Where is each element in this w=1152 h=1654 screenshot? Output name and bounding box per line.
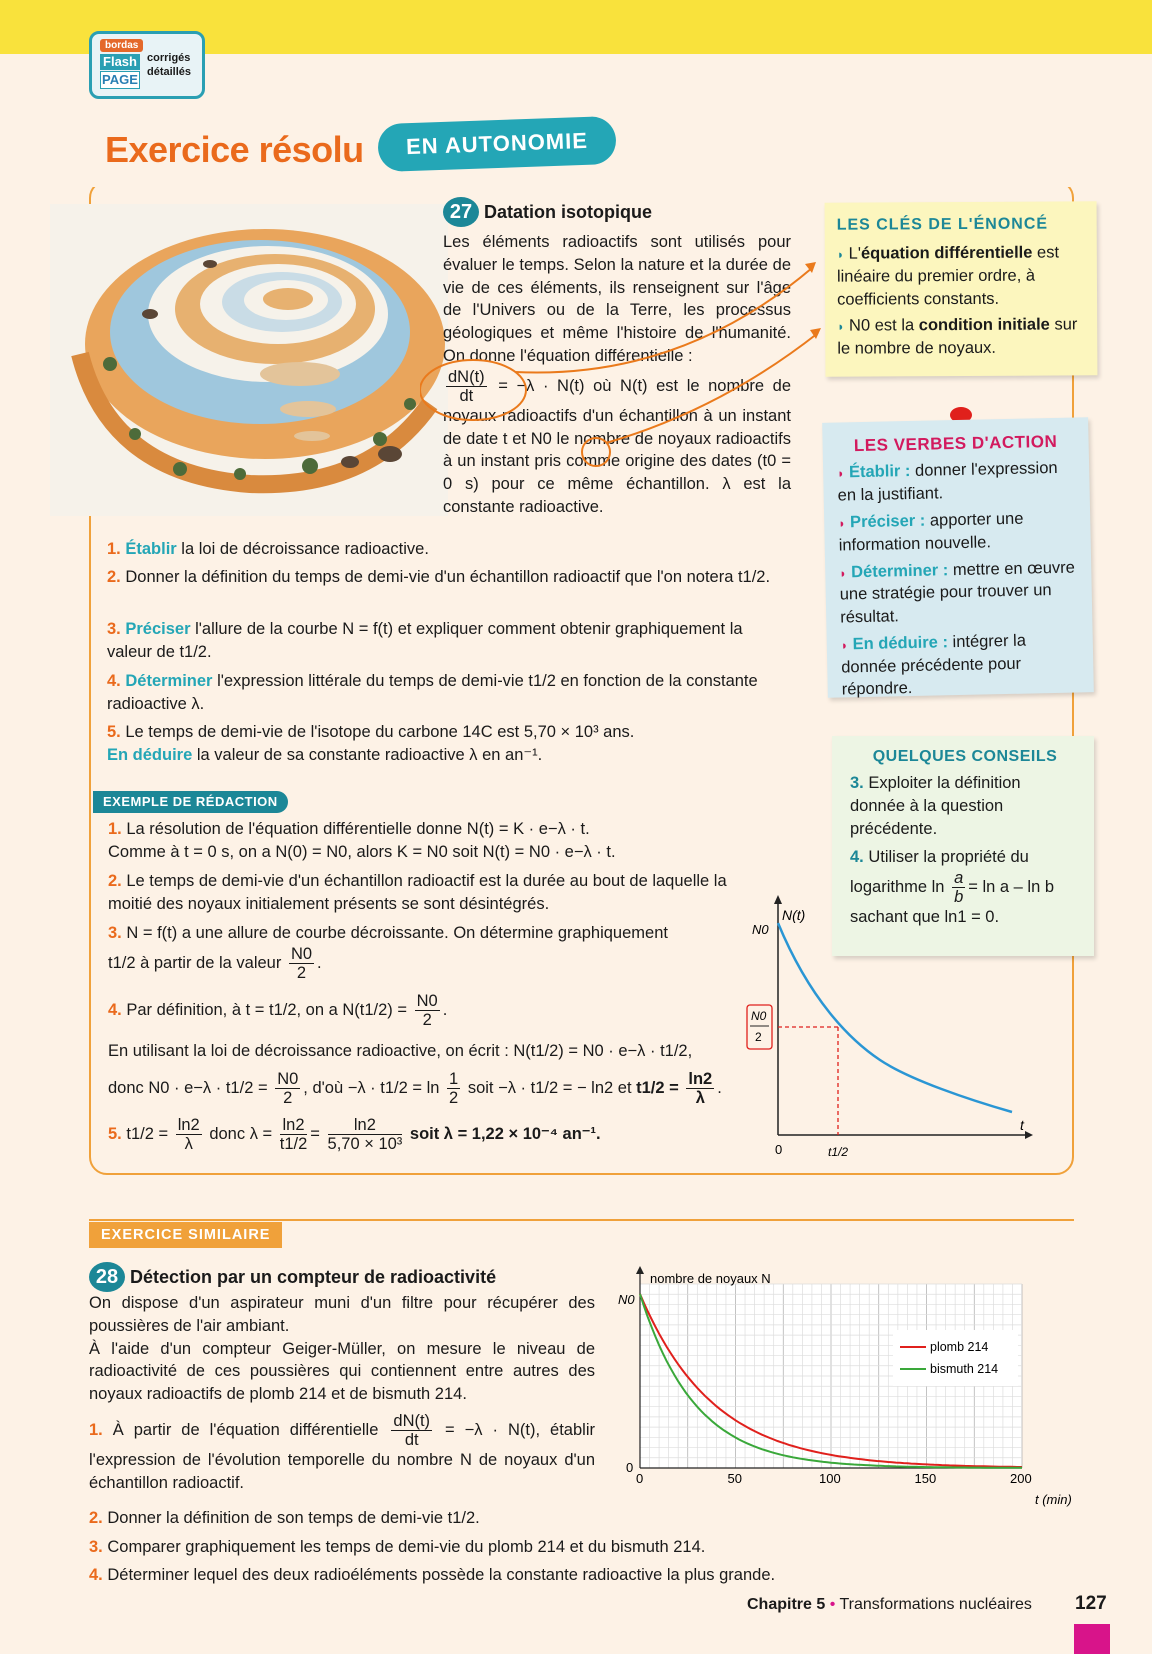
- solution-2: 2. Le temps de demi-vie d'un échantillon radioactif est la durée au bout de laquelle la moitié des noyaux initialement présents se sont désintégrés.: [108, 872, 727, 913]
- tips-note: QUELQUES CONSEILS 3. Exploiter la définition donnée à la question précédente. 4. Utiliser la propriété du logarithme ln $\frac{a}{b}$ = ln a – ln b sachant que ln1 = 0.: [832, 736, 1094, 956]
- corrections-caption: corrigés détaillés: [147, 52, 192, 78]
- question-1: 1. Établir la loi de décroissance radioactive.: [107, 540, 429, 558]
- similar-question-3: 3. Comparer graphiquement les temps de demi-vie du plomb 214 et du bismuth 214.: [89, 1538, 706, 1556]
- chart-y-bottom-label: 0: [626, 1460, 634, 1475]
- solution-4: 4. Par définition, à t = t1/2, on a N(t1/2) = $\frac{N0}{2}$ .: [108, 992, 448, 1030]
- svg-text:N0: N0: [751, 1009, 767, 1023]
- svg-text:2: 2: [755, 1030, 762, 1044]
- exercise-27-heading: [443, 197, 652, 227]
- exercise-title: Datation isotopique: [484, 202, 652, 222]
- chart-title: nombre de noyaux N: [650, 1271, 771, 1286]
- key-points-title: LES CLÉS DE L'ÉNONCÉ: [836, 215, 1049, 234]
- flash-label: Flash: [100, 54, 140, 70]
- chart-legend-label: bismuth 214: [930, 1362, 999, 1376]
- redaction-label: EXEMPLE DE RÉDACTION: [93, 791, 288, 813]
- page-title: Exercice résolu: [105, 129, 364, 170]
- action-verbs-title: LES VERBES D'ACTION: [853, 431, 1058, 456]
- chart-x-tick-label: 0: [636, 1471, 644, 1486]
- chart-legend-label: plomb 214: [930, 1340, 989, 1354]
- flash-page-logo[interactable]: [89, 31, 205, 99]
- question-4: 4. Déterminer l'expression littérale du temps de demi-vie t1/2 en fonction de la constante radioactive λ.: [107, 672, 758, 713]
- chart-legend: [893, 1330, 1018, 1386]
- solution-5: 5. t1/2 = $\frac{\ln 2}{\lambda}$ donc λ = $\frac{\ln 2}{t1/2}$ = $\frac{\ln 2}{\text{5,70 × 10³}}$ soit λ = 1,22 × 10⁻⁴ an⁻¹.: [108, 1116, 601, 1154]
- publisher-logo: bordas: [100, 39, 143, 52]
- similar-question-4: 4. Déterminer lequel des deux radioéléments possède la constante radioactive la plus grande.: [89, 1566, 776, 1584]
- chart-y-arrow: [636, 1266, 644, 1274]
- action-verbs-note: LES VERBES D'ACTION ◗ Établir : donner l'expression en la justifiant. ◗ Préciser : apporter une information nouvelle. ◗ Déterminer : mettre en œuvre une stratégie pour trouver un résultat. ◗ En déduire : intégrer la donnée précédente pour répondre.: [822, 417, 1094, 698]
- chart-x-tick-label: 200: [1010, 1471, 1032, 1486]
- solution-4-derivation: donc N0 · e−λ · t1/2 = $\frac{N0}{2}$ , d'où −λ · t1/2 = ln $\frac{1}{2}$ soit −λ · t1/2 = − ln2 et t1/2 = $\frac{\ln 2}{\lambda}$ .: [108, 1070, 722, 1108]
- radioactive-decay-chart: [610, 1258, 1100, 1518]
- geological-spiral-illustration: [50, 204, 448, 516]
- similar-exercise-label: EXERCICE SIMILAIRE: [89, 1222, 282, 1248]
- key-points-note: LES CLÉS DE L'ÉNONCÉ ◗ L'équation différentielle est linéaire du premier ordre, à coefficients constants. ◗ N0 est la condition initiale sur le nombre de noyaux.: [825, 201, 1098, 376]
- exercise-28-heading: [89, 1262, 496, 1292]
- solution-4-continued: En utilisant la loi de décroissance radioactive, on écrit : N(t1/2) = N0 · e−λ · t1/2,: [108, 1042, 693, 1060]
- similar-question-2: 2. Donner la définition de son temps de demi-vie t1/2.: [89, 1509, 480, 1527]
- chapter-topic: Transformations nucléaires: [839, 1596, 1032, 1613]
- page-label: PAGE: [100, 71, 140, 89]
- chapter-label: Chapitre 5: [747, 1596, 826, 1613]
- exercise-title: Détection par un compteur de radioactivité: [130, 1267, 497, 1287]
- exercise-number-badge: 28: [89, 1262, 125, 1292]
- question-2: 2. Donner la définition du temps de demi-vie d'un échantillon radioactif que l'on notera t1/2.: [107, 568, 771, 586]
- question-3: 3. Préciser l'allure de la courbe N = f(t) et expliquer comment obtenir graphiquement la valeur de t1/2.: [107, 620, 743, 661]
- similar-divider: [89, 1219, 1074, 1221]
- solution-1: 1. La résolution de l'équation différentielle donne N(t) = K · e−λ · t. Comme à t = 0 s, on a N(0) = N0, alors K = N0 soit N(t) = N0 · e−λ · t.: [108, 820, 616, 861]
- chart-x-tick-label: 100: [819, 1471, 841, 1486]
- graph-y0: N0: [752, 922, 769, 937]
- svg-text:0: 0: [775, 1142, 783, 1157]
- exercise-28-statement: On dispose d'un aspirateur muni d'un filtre pour récupérer des poussières de l'air ambiant. À l'aide d'un compteur Geiger-Müller, on mesure le niveau de radioactivité de ces poussières qui contiennent entre autres des noyaux radioactifs de plomb 214 et de bismuth 214. 1. À partir de l'équation différentielle $\frac{dN(t)}{dt}$ = −λ · N(t), établir l'expression de l'évolution temporelle du nombre N de noyaux d'un échantillon radioactif.: [89, 1294, 595, 1492]
- solution-3: 3. N = f(t) a une allure de courbe décroissante. On détermine graphiquement t1/2 à partir de la valeur $\frac{N0}{2}$ .: [108, 924, 668, 982]
- svg-text:t: t: [1020, 1117, 1024, 1133]
- question-5: 5. Le temps de demi-vie de l'isotope du carbone 14C est 5,70 × 10³ ans. En déduire la valeur de sa constante radioactive λ en an⁻¹.: [107, 723, 635, 764]
- annotation-arrows: [420, 260, 850, 470]
- svg-text:t1/2: t1/2: [828, 1145, 849, 1159]
- differential-equation: $\frac{dN(t)}{dt}$: [448, 367, 485, 405]
- page-number: 127: [1075, 1593, 1107, 1614]
- chart-y-top-label: N0: [618, 1292, 635, 1307]
- page-footer: Chapitre 5 • Transformations nucléaires: [747, 1596, 1032, 1613]
- chart-x-tick-label: 50: [727, 1471, 742, 1486]
- exercise-number-badge: 27: [443, 197, 479, 227]
- exercise-27-statement: Les éléments radioactifs sont utilisés pour évaluer le temps. Selon la nature et la durée de vie de ces éléments, ils renseignent sur l'âge de l'Univers ou de la Terre, les processus géologiques et même l'histoire de l'humanité. On donne l'équation différentielle : $\frac{dN(t)}{dt}$ = −λ · N(t) où N(t) est le nombre de noyaux radioactifs d'un échantillon à un instant de date t et N0 le nombre de noyaux radioactifs à un instant pris comme origine des dates (t0 = 0 s) pour ce même échantillon. λ est la constante radioactive.: [443, 233, 791, 516]
- page-tab-marker: [1074, 1624, 1110, 1654]
- chart-xlabel: t (min): [1035, 1492, 1072, 1507]
- tips-title: QUELQUES CONSEILS: [872, 748, 1058, 765]
- chart-x-tick-label: 150: [914, 1471, 937, 1486]
- graph-ylabel: N(t): [782, 907, 806, 923]
- autonomy-badge: EN AUTONOMIE: [377, 116, 617, 172]
